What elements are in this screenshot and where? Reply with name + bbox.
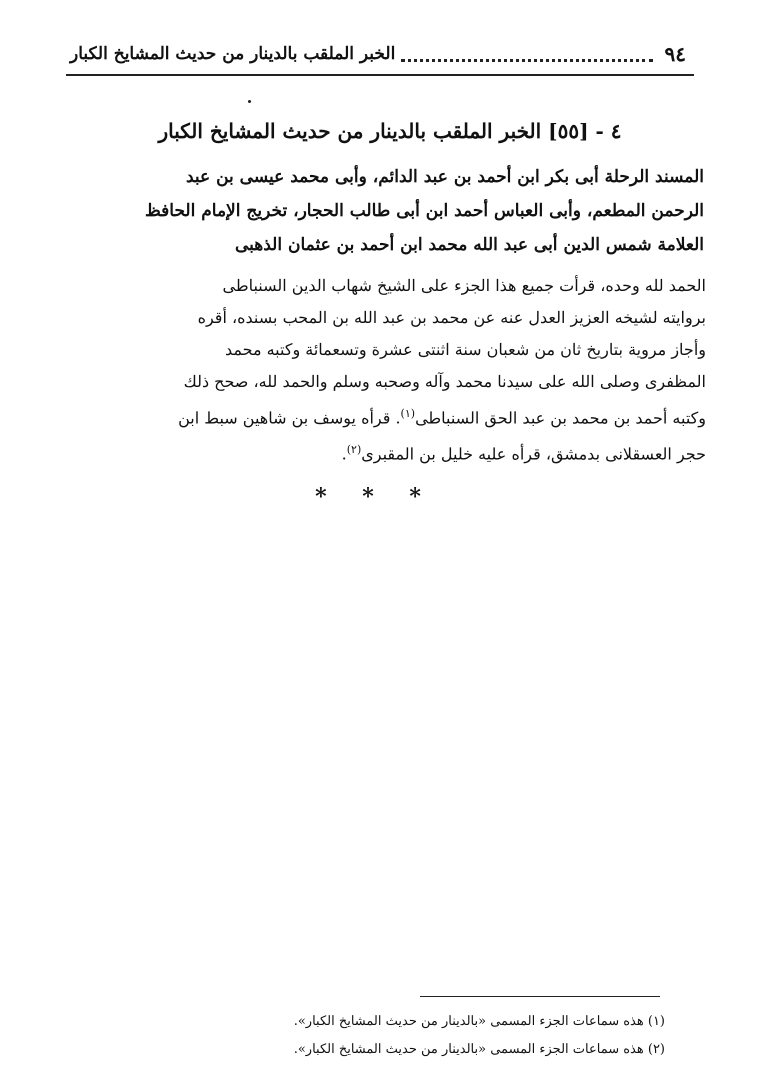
- running-title: الخبر الملقب بالدينار من حديث المشايخ الكبار: [70, 44, 396, 64]
- body-line: المظفرى وصلى الله على سيدنا محمد وآله وصحبه وسلم والحمد لله، صحح ذلك: [183, 372, 706, 391]
- section-title: ٤ - [٥٥] الخبر الملقب بالدينار من حديث المشايخ الكبار: [158, 119, 622, 143]
- body-line: [60, 398, 706, 434]
- footnote-ref-1: (١): [400, 407, 416, 420]
- running-header: [70, 38, 686, 70]
- header-dot-leader: [401, 47, 652, 62]
- body-text-run: حجر العسقلانى بدمشق، قرأه عليه خليل بن المقبرى: [361, 444, 706, 464]
- footnotes: [150, 1008, 665, 1064]
- print-speck: [248, 100, 251, 103]
- body-text-run: وكتبه أحمد بن محمد بن عبد الحق السنباطى: [415, 408, 706, 428]
- page-number: ٩٤: [664, 42, 686, 66]
- header-rule: [66, 74, 694, 76]
- footnote-2: (٢) هذه سماعات الجزء المسمى «بالدينار من حديث المشايخ الكبار».: [293, 1042, 665, 1057]
- body-text-run: .: [341, 444, 347, 464]
- section-separator: * * *: [315, 484, 435, 510]
- chain-line: العلامة شمس الدين أبى عبد الله محمد ابن أحمد بن عثمان الذهبى: [234, 235, 704, 255]
- footnote-rule: [420, 996, 660, 997]
- body-text: [60, 270, 706, 471]
- chain-line: الرحمن المطعم، وأبى العباس أحمد ابن أبى طالب الحجار، تخريج الإمام الحافظ: [145, 201, 704, 221]
- body-line: وأجاز مروية بتاريخ ثان من شعبان سنة اثنتى عشرة وتسعمائة وكتبه محمد: [224, 340, 706, 359]
- footnote-ref-2: (٢): [346, 443, 362, 457]
- isnad-chain: [110, 160, 704, 262]
- chain-line: المسند الرحلة أبى بكر ابن أحمد بن عبد الدائم، وأبى محمد عيسى بن عبد: [185, 167, 704, 187]
- body-line: بروايته لشيخه العزيز العدل عنه عن محمد بن عبد الله بن المحب بسنده، أقره: [197, 308, 706, 327]
- footnote-1: (١) هذه سماعات الجزء المسمى «بالدينار من حديث المشايخ الكبار».: [293, 1014, 665, 1029]
- body-line: [60, 434, 706, 470]
- body-text-run: . قرأه يوسف بن شاهين سبط ابن: [178, 408, 401, 428]
- body-line: الحمد لله وحده، قرأت جميع هذا الجزء على الشيخ شهاب الدين السنباطى: [222, 276, 706, 295]
